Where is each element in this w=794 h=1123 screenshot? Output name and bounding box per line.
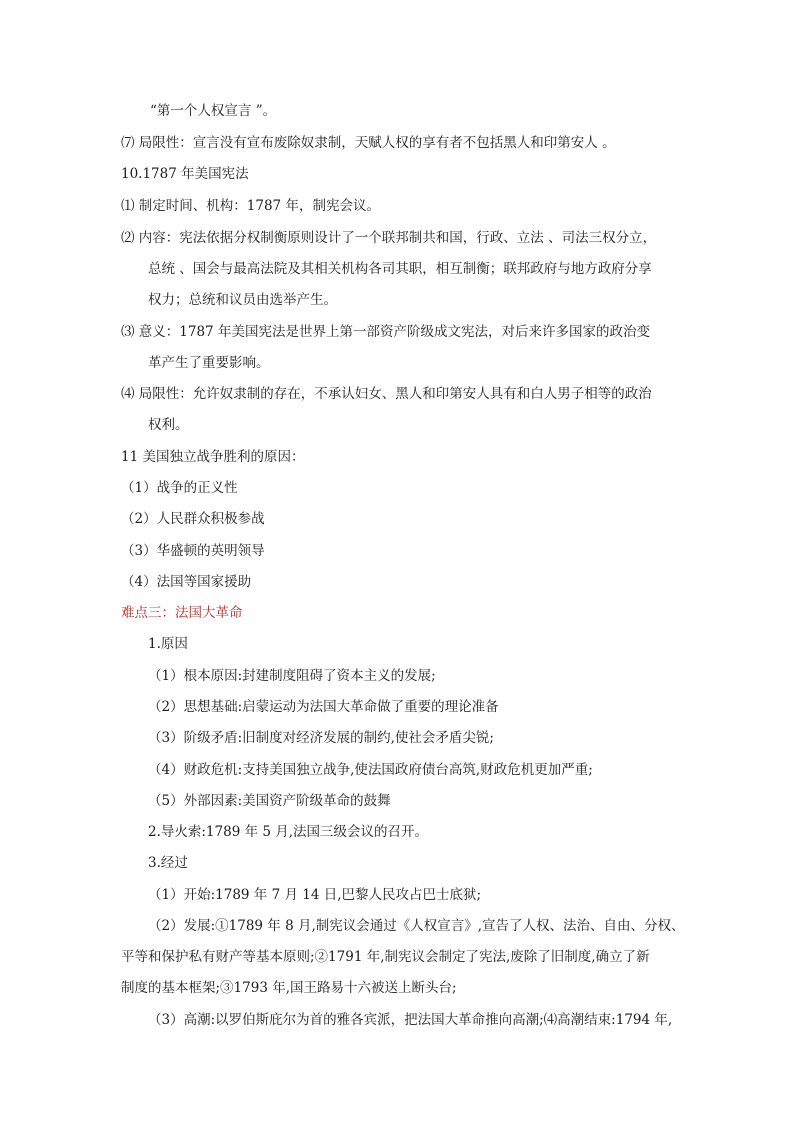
text-line: ⑶ 意义：1787 年美国宪法是世界上第一部资产阶级成文宪法，对后来许多国家的政治变: [121, 324, 650, 340]
list-item: （3）华盛顿的英明领导: [121, 543, 265, 559]
section-heading: 11 美国独立战争胜利的原因：: [121, 449, 305, 465]
list-item: （4）财政危机:支持美国独立战争,使法国政府债台高筑,财政危机更加严重;: [148, 762, 593, 778]
section-heading: 10.1787 年美国宪法: [121, 166, 249, 182]
difficulty-heading: 难点三：法国大革命: [121, 605, 243, 621]
subsection-heading: 2.导火索:1789 年 5 月,法国三级会议的召开。: [148, 824, 429, 840]
list-item: （1）开始:1789 年 7 月 14 日,巴黎人民攻占巴士底狱;: [148, 887, 482, 903]
text-line: ⑴ 制定时间、机构：1787 年，制宪会议。: [121, 198, 380, 214]
text-line: 权力；总统和议员由选举产生。: [148, 292, 337, 308]
list-item: （3）阶级矛盾:旧制度对经济发展的制约,使社会矛盾尖锐;: [148, 730, 494, 746]
list-item: （2）思想基础:启蒙运动为法国大革命做了重要的理论准备: [148, 699, 499, 715]
text-line: ⑷ 局限性：允许奴隶制的存在，不承认妇女、黑人和印第安人具有和白人男子相等的政治: [121, 386, 652, 402]
list-item: （2）发展:①1789 年 8 月,制宪议会通过《人权宣言》,宣告了人权、法治、自由、分权、: [148, 918, 685, 934]
list-item: （2）人民群众积极参战: [121, 511, 265, 527]
text-line: 革产生了重要影响。: [148, 355, 270, 371]
text-line: ⑺ 局限性：宣言没有宣布废除奴隶制，天赋人权的享有者不包括黑人和印第安人 。: [121, 135, 616, 151]
text-line: 制度的基本框架;③1793 年,国王路易十六被送上断头台;: [121, 980, 457, 996]
list-item: （3）高潮:以罗伯斯庇尔为首的雅各宾派，把法国大革命推向高潮;⑷高潮结束:1794 年,: [148, 1012, 673, 1028]
subsection-heading: 3.经过: [148, 855, 188, 871]
list-item: （4）法国等国家援助: [121, 574, 252, 590]
text-line: 总统 、国会与最高法院及其相关机构各司其职，相互制衡；联邦政府与地方政府分享: [148, 261, 652, 277]
list-item: （1）根本原因:封建制度阻碍了资本主义的发展;: [148, 668, 436, 684]
subsection-heading: 1.原因: [148, 636, 188, 652]
list-item: （5）外部因素:美国资产阶级革命的鼓舞: [148, 793, 391, 809]
text-line: ⑵ 内容：宪法依据分权制衡原则设计了一个联邦制共和国，行政、立法 、司法三权分立，: [121, 230, 657, 246]
text-line: “第一个人权宣言 ”。: [150, 103, 277, 119]
text-line: 平等和保护私有财产等基本原则;②1791 年,制宪议会制定了宪法,废除了旧制度,确立了新: [121, 949, 650, 965]
list-item: （1）战争的正义性: [121, 480, 238, 496]
text-line: 权利。: [148, 417, 189, 433]
